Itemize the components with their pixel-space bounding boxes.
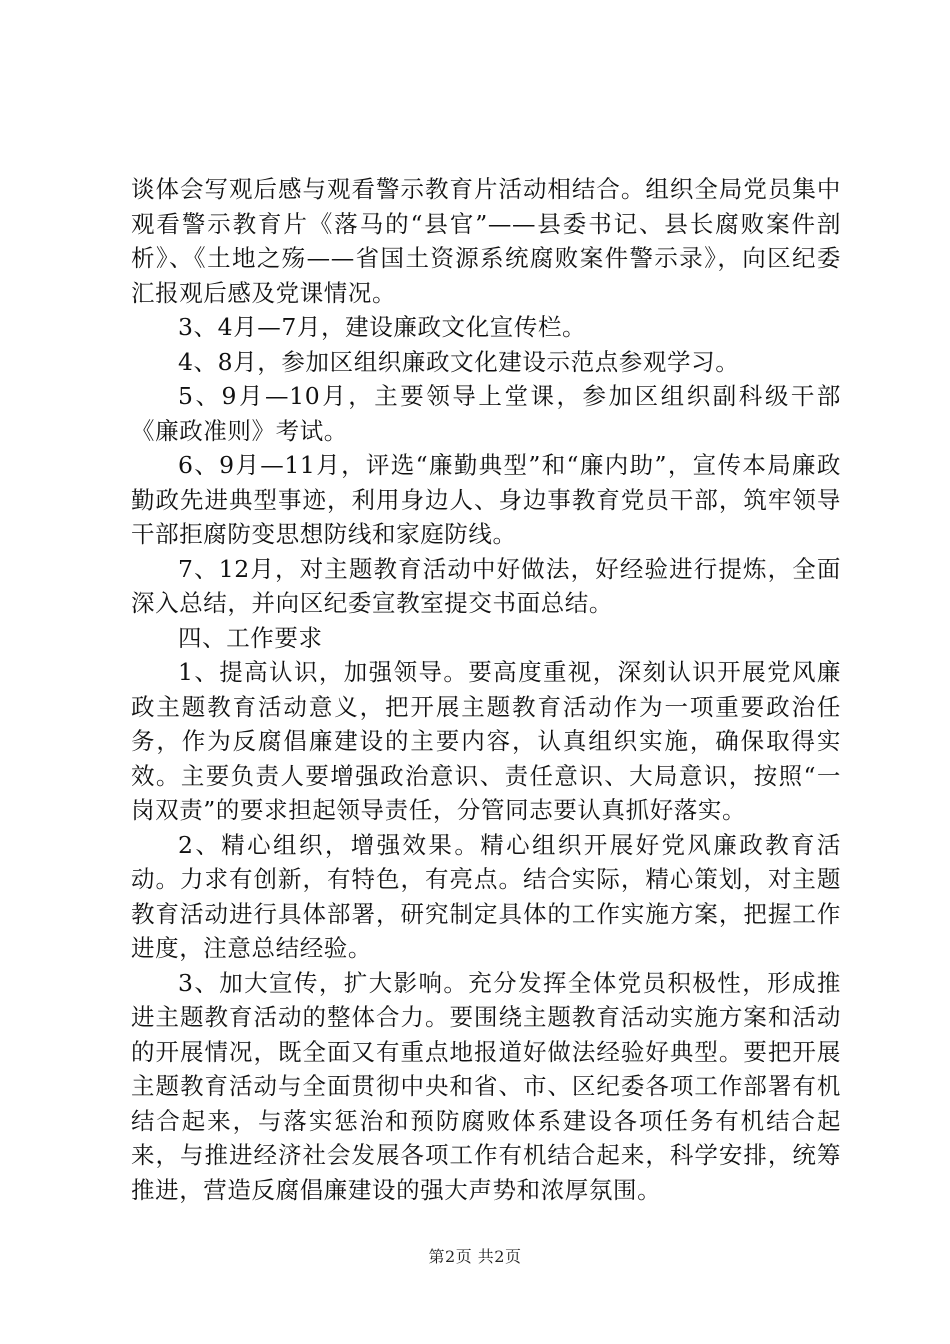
paragraph-continuation: 谈体会写观后感与观看警示教育片活动相结合。组织全局党员集中观看警示教育片《落马的“县官”——县委书记、县长腐败案件剖析》、《土地之殇——省国土资源系统腐败案件警示录》，向区纪委汇报观后感及党课情况。 [131,175,841,307]
paragraph-requirement-2: 2、精心组织，增强效果。精心组织开展好党风廉政教育活动。力求有创新，有特色，有亮点。结合实际，精心策划，对主题教育活动进行具体部署，研究制定具体的工作实施方案，把握工作进度，注意总结经验。 [131,830,841,962]
page-number-footer: 第2页 共2页 [428,1247,522,1266]
paragraph-schedule-item-7: 7、12月，对主题教育活动中好做法，好经验进行提炼，全面深入总结，并向区纪委宣教室提交书面总结。 [131,554,841,617]
paragraph-requirement-3: 3、加大宣传，扩大影响。充分发挥全体党员积极性，形成推进主题教育活动的整体合力。要围绕主题教育活动实施方案和活动的开展情况，既全面又有重点地报道好做法经验好典型。要把开展主题教育活动与全面贯彻中央和省、市、区纪委各项工作部署有机结合起来，与落实惩治和预防腐败体系建设各项任务有机结合起来，与推进经济社会发展各项工作有机结合起来，科学安排，统筹推进，营造反腐倡廉建设的强大声势和浓厚氛围。 [131,968,841,1204]
paragraph-schedule-item-3: 3、4月—7月，建设廉政文化宣传栏。 [178,313,587,341]
paragraph-schedule-item-4: 4、8月，参加区组织廉政文化建设示范点参观学习。 [178,347,740,376]
paragraph-schedule-item-5: 5、9月—10月，主要领导上堂课，参加区组织副科级干部《廉政准则》考试。 [131,382,841,445]
paragraph-schedule-item-6: 6、9月—11月，评选“廉勤典型”和“廉内助”，宣传本局廉政勤政先进典型事迹，利用身边人、身边事教育党员干部，筑牢领导干部拒腐防变思想防线和家庭防线。 [131,451,841,548]
paragraph-requirement-1: 1、提高认识，加强领导。要高度重视，深刻认识开展党风廉政主题教育活动意义，把开展主题教育活动作为一项重要政治任务，作为反腐倡廉建设的主要内容，认真组织实施，确保取得实效。主要负责人要增强政治意识、责任意识、大局意识，按照“一岗双责”的要求担起领导责任，分管同志要认真抓好落实。 [131,658,841,824]
document-body [131,172,841,1207]
section-heading-work-requirements: 四、工作要求 [178,623,323,652]
